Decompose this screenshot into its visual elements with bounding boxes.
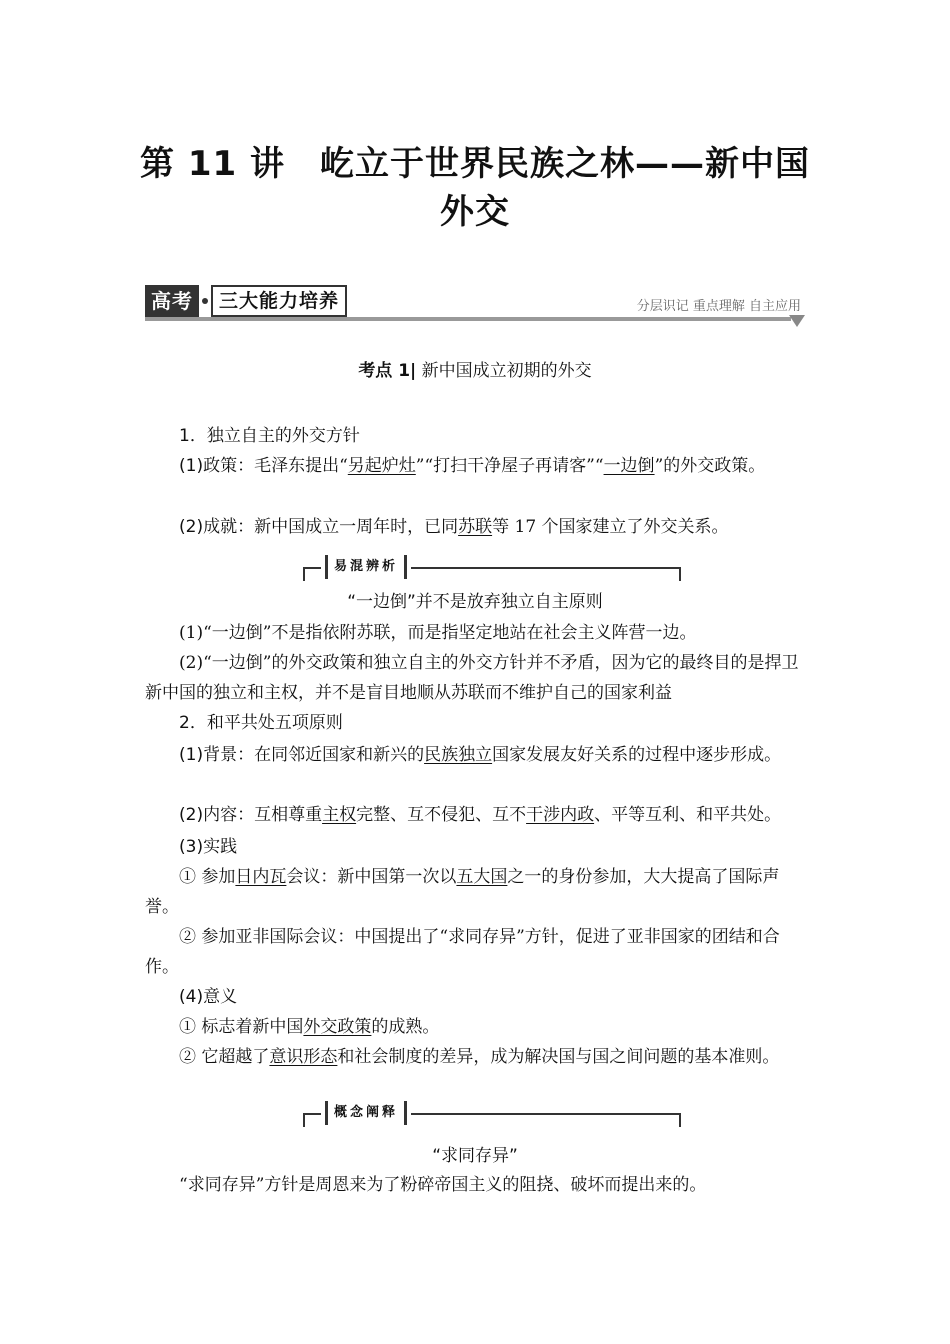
banner-divider	[145, 317, 791, 321]
paragraph-background: (1)背景：在同邻近国家和新兴的民族独立国家发展友好关系的过程中逐步形成。	[179, 745, 782, 765]
confusion-box-title: “一边倒”并不是放弃独立自主原则	[347, 592, 603, 612]
title-line-2: 外交	[440, 192, 510, 232]
paragraph-significance-1: ① 标志着新中国外交政策的成熟。	[179, 1017, 440, 1037]
paragraph-achievement: (2)成就：新中国成立一周年时，已同苏联等 17 个国家建立了外交关系。	[179, 517, 729, 537]
banner-dot	[202, 298, 208, 304]
paragraph-significance-2: ② 它超越了意识形态和社会制度的差异，成为解决国与国之间问题的基本准则。	[179, 1047, 780, 1067]
banner-arrow-icon	[789, 315, 805, 327]
confusion-box-header	[303, 555, 681, 581]
concept-paragraph-1: “求同存异”方针是周恩来为了粉碎帝国主义的阻挠、破坏而提出来的。	[179, 1175, 707, 1195]
concept-box-header	[303, 1101, 681, 1127]
paragraph-practice-heading: (3)实践	[179, 837, 238, 857]
concept-box-title: “求同存异”	[432, 1146, 518, 1166]
section-banner	[145, 285, 805, 331]
paragraph-policy: (1)政策：毛泽东提出“另起炉灶”“打扫干净屋子再请客”“一边倒”的外交政策。	[179, 456, 766, 476]
banner-section-label: 三大能力培养	[211, 285, 347, 317]
confusion-paragraph-2: (2)“一边倒”的外交政策和独立自主的外交方针并不矛盾，因为它的最终目的是捍卫新中国的独立和主权，并不是盲目地顺从苏联而不维护自己的国家利益	[145, 653, 799, 703]
paragraph-significance-heading: (4)意义	[179, 987, 238, 1007]
section-heading-1: 1．独立自主的外交方针	[179, 426, 360, 446]
banner-subtitle: 分层识记 重点理解 自主应用	[636, 299, 801, 314]
concept-box-label: 概念阐释	[325, 1101, 407, 1125]
section-heading-2: 2．和平共处五项原则	[179, 713, 343, 733]
topic-heading	[0, 358, 950, 384]
banner-exam-label: 高考	[145, 285, 199, 317]
paragraph-afro-asian: ② 参加亚非国际会议：中国提出了“求同存异”方针，促进了亚非国家的团结和合作。	[145, 927, 780, 977]
confusion-paragraph-1: (1)“一边倒”不是指依附苏联，而是指坚定地站在社会主义阵营一边。	[179, 623, 697, 643]
topic-label: 考点 1|	[358, 361, 417, 381]
confusion-box-label: 易混辨析	[325, 555, 407, 579]
page-title	[0, 140, 950, 236]
paragraph-geneva: ① 参加日内瓦会议：新中国第一次以五大国之一的身份参加，大大提高了国际声誉。	[145, 867, 780, 917]
topic-text: 新中国成立初期的外交	[416, 361, 592, 381]
paragraph-content: (2)内容：互相尊重主权完整、互不侵犯、互不干涉内政、平等互利、和平共处。	[179, 805, 782, 825]
title-line-1: 第 11 讲 屹立于世界民族之林——新中国	[140, 144, 810, 184]
